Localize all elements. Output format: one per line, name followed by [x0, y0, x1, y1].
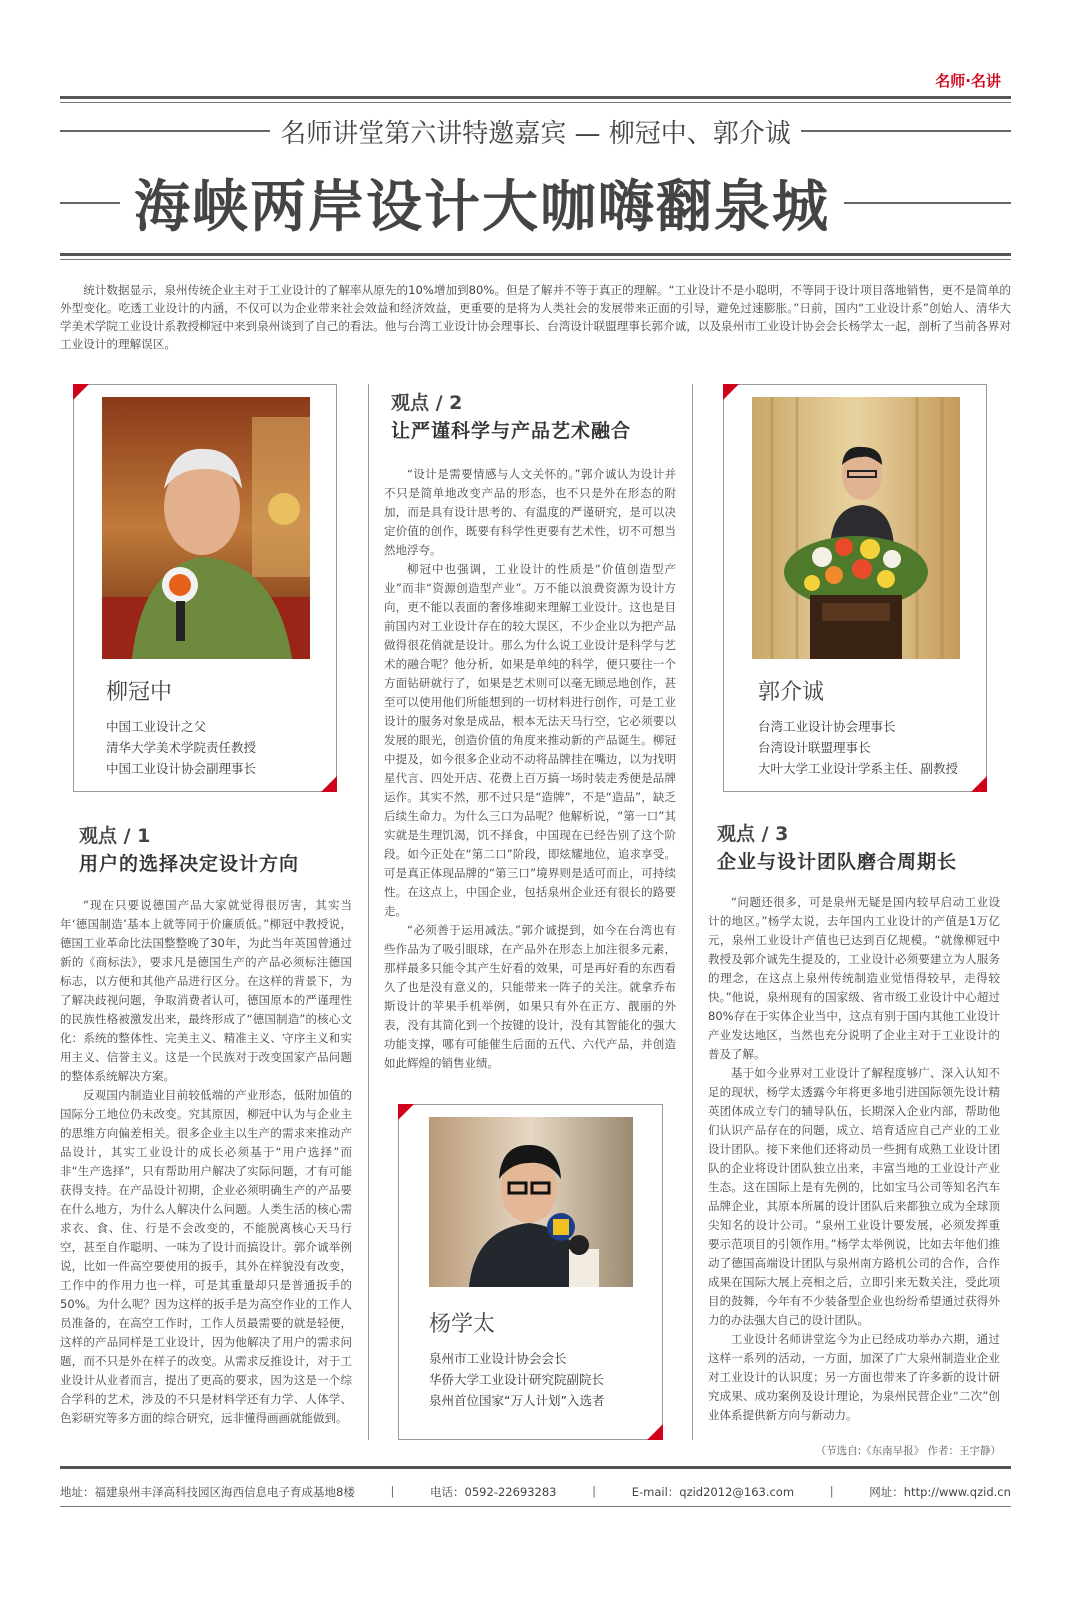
subtitle-line-left [60, 130, 270, 132]
title-bottom-rule [60, 253, 1011, 260]
viewpoint-3-number: 观点 / 3 [717, 823, 789, 845]
subtitle-row [60, 114, 1011, 148]
section-tag: 名师·名讲 [935, 72, 1001, 90]
footer [60, 1484, 1011, 1500]
article-paragraph: 工业设计名师讲堂迄今为止已经成功举办六期，通过这样一系列的活动，一方面，加深了广大泉州制造业企业对工业设计的认识度；另一方面也带来了许多新的设计研究成果、成功案例及设计理论，为泉州民营企业“二次”创业体系提供新方向与新动力。 [708, 1332, 1000, 1422]
footer-email[interactable]: E-mail：qzid2012@163.com [631, 1485, 795, 1499]
viewpoint-2-number: 观点 / 2 [391, 392, 463, 414]
viewpoint-3-body [708, 893, 1000, 1425]
viewpoint-1-heading: 用户的选择决定设计方向 [79, 853, 300, 875]
footer-separator: | [592, 1484, 597, 1498]
footer-phone: 电话：0592-22693283 [430, 1485, 557, 1499]
person-titles-guo [758, 716, 958, 779]
column-divider-right [692, 384, 693, 1440]
portrait-liu-image [102, 397, 310, 659]
title-row [60, 166, 1011, 240]
article-paragraph: “必须善于运用减法。”郭介诚提到，如今在台湾也有些作品为了吸引眼球，在产品外在形态上加注很多元素，那样最多只能令其产生好看的效果，可是再好看的东西看久了也是没有意义的，只能带来一阵子的关注。就拿乔布斯设计的苹果手机举例，如果只有外在正方、靓丽的外表，没有其简化到一个按键的设计，没有其智能化的强大功能支撑，哪有可能催生后面的五代、六代产品，并创造如此辉煌的销售业绩。 [384, 923, 676, 1070]
card-corner-decoration [73, 384, 89, 400]
card-corner-decoration [971, 776, 987, 792]
page-title: 海峡两岸设计大咖嗨翻泉城 [134, 175, 830, 240]
profile-card-liu [73, 384, 337, 792]
footer-website[interactable]: 网址：http://www.qzid.cn [869, 1485, 1011, 1499]
profile-card-guo [723, 384, 987, 792]
person-title-line: 清华大学美术学院责任教授 [106, 740, 257, 755]
person-title-line: 华侨大学工业设计研究院副院长 [429, 1372, 605, 1387]
viewpoint-1-number: 观点 / 1 [79, 825, 151, 847]
card-corner-decoration [321, 776, 337, 792]
article-paragraph: 反观国内制造业目前较低端的产业形态，低附加值的国际分工地位仍未改变。究其原因，柳冠中认为与企业主的思维方向偏差相关。很多企业主以生产的需求来推动产品设计，其实工业设计的成长必须基于“用户选择”而非“生产选择”，只有帮助用户解决了实际问题，才有可能获得支持。在产品设计初期，企业必须明确生产的产品要在什么地方，为什么人解决什么问题。人类生活的核心需求衣、食、住、行是不会改变的，不能脱离核心天马行空，甚至自作聪明、一味为了设计而搞设计。郭介诚举例说，比如一件高空要使用的扳手，其外在样貌没有改变，工作中的作用力也一样，可是其重量却只是普通扳手的50%。为什么呢？因为这样的扳手是为高空作业的工作人员准备的，在高空工作时，工作人员最需要的就是轻便，这样的产品同样是工业设计，因为他解决了用户的需求问题，而不只是外在样子的改变。从需求反推设计，对于工业设计从业者而言，提出了更高的要求，因为这是一个综合学科的艺术，涉及的不只是材料学还有力学、人体学、色彩研究等多方面的综合研究，远非懂得画画就能做到。 [60, 1088, 352, 1425]
person-titles-yang [429, 1348, 604, 1411]
footer-separator: | [829, 1484, 834, 1498]
column-divider-left [368, 384, 369, 1440]
footer-rule-top [60, 1466, 1011, 1469]
photo-liu [102, 397, 310, 659]
person-title-line: 泉州首位国家“万人计划”入选者 [429, 1393, 605, 1408]
viewpoint-2-body [384, 465, 676, 1073]
person-name-liu: 柳冠中 [106, 680, 173, 705]
footer-address: 地址：福建泉州丰泽高科技园区海西信息电子育成基地8楼 [60, 1485, 355, 1499]
article-paragraph: 基于如今业界对工业设计了解程度够广、深入认知不足的现状，杨学太透露今年将更多地引进国际领先设计精英团体成立专门的辅导队伍，长期深入企业内部，帮助他们认识产品存在的问题，成立、培育适应自己产业的工业设计团队。接下来他们还将动员一些拥有成熟工业设计团队的企业将设计团队独立出来，丰富当地的工业设计产业生态。这在国际上是有先例的，比如宝马公司等知名汽车品牌企业，其原本所属的设计团队后来都独立成为全球顶尖知名的设计公司。“泉州工业设计要发展，必须发挥重要示范项目的引领作用。”杨学太举例说，比如去年他们推动了德国高端设计团队与泉州南方路机公司的合作，合作成果在国际大展上亮相之后，立即引来无数关注，受此项目的鼓舞，今年有不少装备型企业也纷纷希望通过获得外力的办法强大自己的设计团队。 [708, 1066, 1000, 1327]
footer-rule-bottom [60, 1506, 1011, 1507]
intro-paragraph: 统计数据显示，泉州传统企业主对于工业设计的了解率从原先的10%增加到80%。但是了解并不等于真正的理解。“工业设计不是小聪明，不等同于设计项目落地销售，更不是简单的外型变化。吃透工业设计的内涵，不仅可以为企业带来社会效益和经济效益，更重要的是将为人类社会的发展带来正面的引导，避免过速膨胀。”日前，国内“工业设计系”创始人、清华大学美术学院工业设计系教授柳冠中来到泉州谈到了自己的看法。他与台湾工业设计协会理事长、台湾设计联盟理事长郭介诚，以及泉州市工业设计协会会长杨学太一起，剖析了当前各界对工业设计的理解误区。 [60, 283, 1011, 351]
footer-separator: | [390, 1484, 395, 1498]
person-name-guo: 郭介诚 [758, 680, 825, 705]
person-title-line: 中国工业设计协会副理事长 [106, 761, 257, 776]
portrait-yang-image [429, 1117, 633, 1287]
article-paragraph: “设计是需要情感与人文关怀的。”郭介诚认为设计并不只是简单地改变产品的形态，也不只是外在形态的附加，而是具有设计思考的、有温度的严谨研究，是可以决定价值的创作，既要有科学性更要有艺术性，切不可想当然地浮夸。 [384, 467, 676, 557]
viewpoint-3-heading: 企业与设计团队磨合周期长 [717, 851, 958, 873]
card-corner-decoration [647, 1424, 663, 1440]
article-paragraph: “现在只要说德国产品大家就觉得很厉害，其实当年‘德国制造’基本上就等同于价廉质低。”柳冠中教授说，德国工业革命比法国整整晚了30年，为此当年英国曾通过新的《商标法》，要求凡是德国生产的产品必须标注德国标志，以方便和其他产品进行区分。在这样的背景下，为了解决歧视问题，争取消费者认可，德国原本的严谨理性的民族性格被激发出来，最终形成了“德国制造”的核心文化：系统的整体性、完美主义、精准主义、守序主义和实用主义、信誉主义。这是一个民族对于改变国家产品问题的整体系统解决方案。 [60, 898, 352, 1083]
card-corner-decoration [398, 1104, 414, 1120]
portrait-guo-image [752, 397, 960, 659]
viewpoint-1-body [60, 896, 352, 1428]
card-corner-decoration [723, 384, 739, 400]
person-title-line: 台湾工业设计协会理事长 [758, 719, 896, 734]
photo-yang [429, 1117, 633, 1287]
top-rule [60, 96, 1011, 103]
person-title-line: 台湾设计联盟理事长 [758, 740, 871, 755]
title-line-right [844, 202, 1011, 204]
person-titles-liu [106, 716, 256, 779]
subtitle-line-right [801, 130, 1011, 132]
person-title-line: 泉州市工业设计协会会长 [429, 1351, 567, 1366]
article-source: （节选自:《东南早报》 作者：王宇静） [815, 1445, 1001, 1457]
subtitle: 名师讲堂第六讲特邀嘉宾 — 柳冠中、郭介诚 [280, 118, 791, 149]
title-line-left [60, 202, 120, 204]
viewpoint-2-heading: 让严谨科学与产品艺术融合 [391, 420, 632, 442]
person-title-line: 中国工业设计之父 [106, 719, 207, 734]
article-paragraph: “问题还很多，可是泉州无疑是国内较早启动工业设计的地区。”杨学太说，去年国内工业设计的产值是1万亿元，泉州工业设计产值也已达到百亿规模。“就像柳冠中教授及郭介诚先生提及的，工业设计必须要建立为人服务的理念，在这点上泉州传统制造业觉悟得较早，走得较快。”他说，泉州现有的国家级、省市级工业设计中心超过80%存在于实体企业当中，这点有别于国内其他工业设计产业发达地区，当然也充分说明了企业主对于工业设计的普及了解。 [708, 895, 1000, 1061]
person-title-line: 大叶大学工业设计学系主任、副教授 [758, 761, 959, 776]
person-name-yang: 杨学太 [429, 1312, 496, 1337]
photo-guo [752, 397, 960, 659]
profile-card-yang [398, 1104, 663, 1440]
article-paragraph: 柳冠中也强调，工业设计的性质是“价值创造型产业”而非“资源创造型产业”。万不能以浪费资源为设计方向，更不能以表面的奢侈堆砌来理解工业设计。这也是目前国内对工业设计存在的较大误区，不少企业以为把产品做得很花俏就是设计。那么为什么说工业设计是科学与艺术的融合呢？他分析，如果是单纯的科学，便只要往一个方面钻研就行了，如果是艺术则可以毫无顾忌地创作，甚至可以使用他们所能想到的一切材料进行创作，可是工业设计的服务对象是成品，根本无法天马行空，它必须要以发展的眼光，创造价值的角度来推动新的产品诞生。柳冠中提及，如今很多企业动不动将品牌挂在嘴边，以为找明星代言、四处开店、花费上百万搞一场时装走秀便是品牌运作。其实不然，那不过只是“造牌”，不是“造品”，缺乏后续生命力。为什么三口为品呢？他解析说，“第一口”其实就是生理饥渴，饥不择食，中国现在已经告别了这个阶段。如今正处在“第二口”阶段，即炫耀地位，追求享受。可是真正体现品牌的“第三口”境界则是适可而止，可持续性。在这点上，中国企业，包括泉州企业还有很长的路要走。 [384, 562, 676, 918]
